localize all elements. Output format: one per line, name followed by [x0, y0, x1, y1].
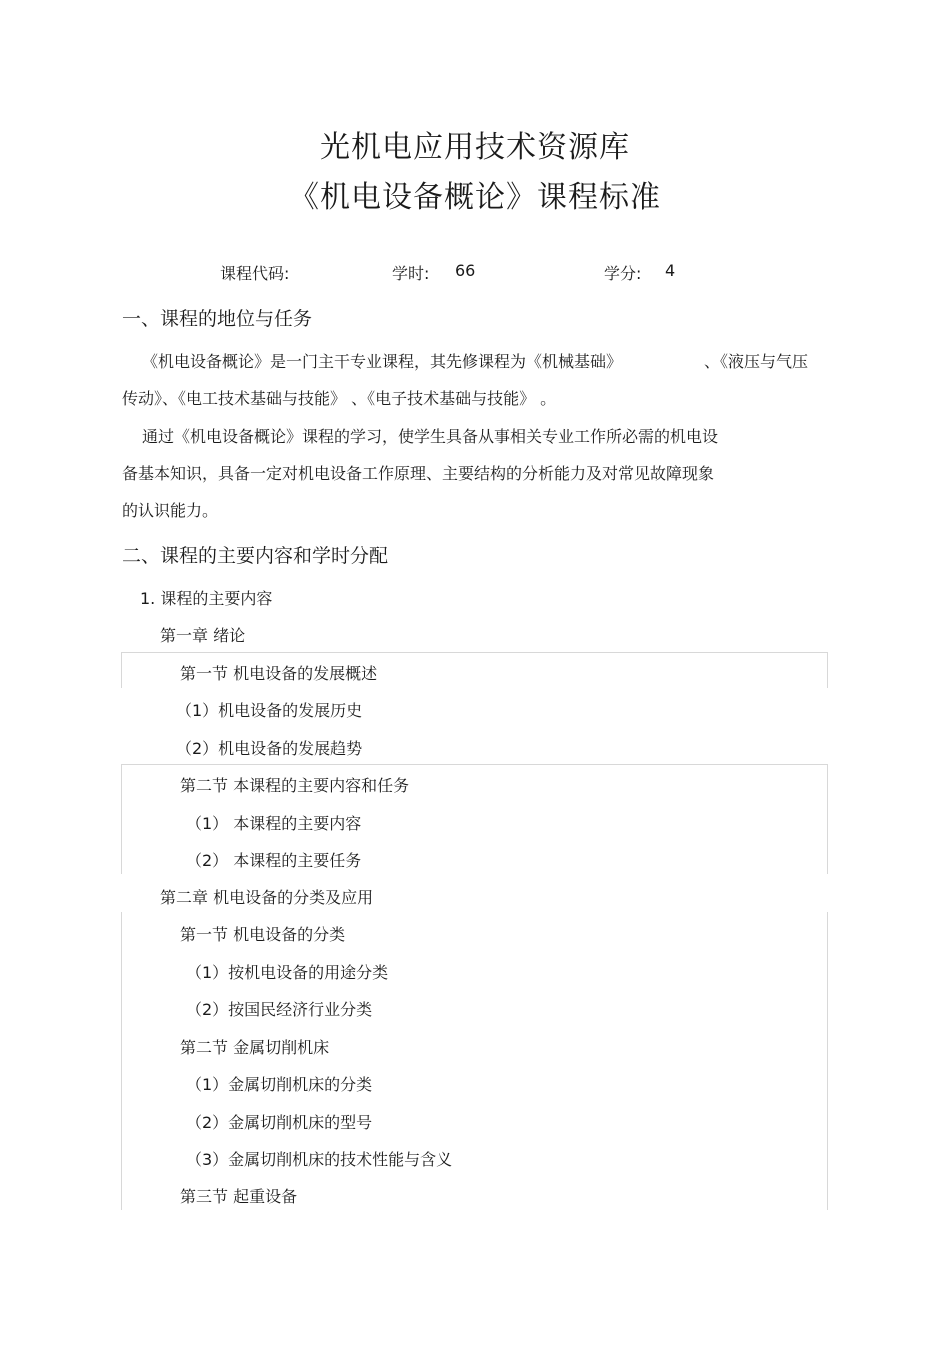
section-heading: 第二节 本课程的主要内容和任务	[180, 776, 410, 795]
box-divider	[121, 652, 122, 688]
list-item: （2）金属切削机床的型号	[186, 1113, 373, 1132]
section-heading: 第一节 机电设备的发展概述	[180, 664, 378, 683]
list-item: （1）金属切削机床的分类	[186, 1075, 373, 1094]
list-item: （2） 本课程的主要任务	[186, 851, 362, 870]
section1-paragraph1-line1-end: 、《液压与气压	[704, 352, 809, 371]
box-divider	[827, 764, 828, 874]
box-divider	[827, 912, 828, 1210]
section1-paragraph1-line1: 《机电设备概论》是一门主干专业课程，其先修课程为《机械基础》	[142, 352, 623, 371]
box-divider	[827, 652, 828, 688]
document-title-line2: 《机电设备概论》课程标准	[289, 180, 661, 215]
document-title-line1: 光机电应用技术资源库	[320, 130, 630, 165]
list-item: （2）机电设备的发展趋势	[176, 739, 363, 758]
list-item: （1） 本课程的主要内容	[186, 814, 362, 833]
hours-label: 学时:	[392, 264, 430, 283]
section1-paragraph2-line2: 备基本知识，具备一定对机电设备工作原理、主要结构的分析能力及对常见故障现象	[122, 464, 715, 483]
box-divider	[121, 764, 828, 765]
credit-label: 学分:	[604, 264, 642, 283]
box-divider	[121, 764, 122, 874]
list-item: （3）金属切削机床的技术性能与含义	[186, 1150, 453, 1169]
chapter-heading: 第二章 机电设备的分类及应用	[160, 888, 374, 907]
list-item: （1）按机电设备的用途分类	[186, 963, 389, 982]
chapter-heading: 第一章 绪论	[160, 626, 246, 645]
section1-paragraph2-line3: 的认识能力。	[122, 501, 219, 520]
section-heading: 第三节 起重设备	[180, 1187, 298, 1206]
course-code-label: 课程代码:	[220, 264, 290, 283]
box-divider	[121, 652, 828, 653]
list-item: （1）机电设备的发展历史	[176, 701, 363, 720]
section2-subheading: 1. 课程的主要内容	[140, 589, 273, 608]
section1-paragraph1-line2: 传动》、《电工技术基础与技能》 、《电子技术基础与技能》 。	[122, 389, 557, 408]
section-heading: 第二节 金属切削机床	[180, 1038, 330, 1057]
section1-paragraph2-line1: 通过《机电设备概论》课程的学习，使学生具备从事相关专业工作所必需的机电设	[142, 427, 719, 446]
section1-heading: 一、课程的地位与任务	[122, 308, 313, 330]
credit-value: 4	[665, 261, 676, 280]
hours-value: 66	[455, 261, 476, 280]
section2-heading: 二、课程的主要内容和学时分配	[122, 545, 389, 567]
section-heading: 第一节 机电设备的分类	[180, 925, 346, 944]
list-item: （2）按国民经济行业分类	[186, 1000, 373, 1019]
box-divider	[121, 912, 122, 1210]
